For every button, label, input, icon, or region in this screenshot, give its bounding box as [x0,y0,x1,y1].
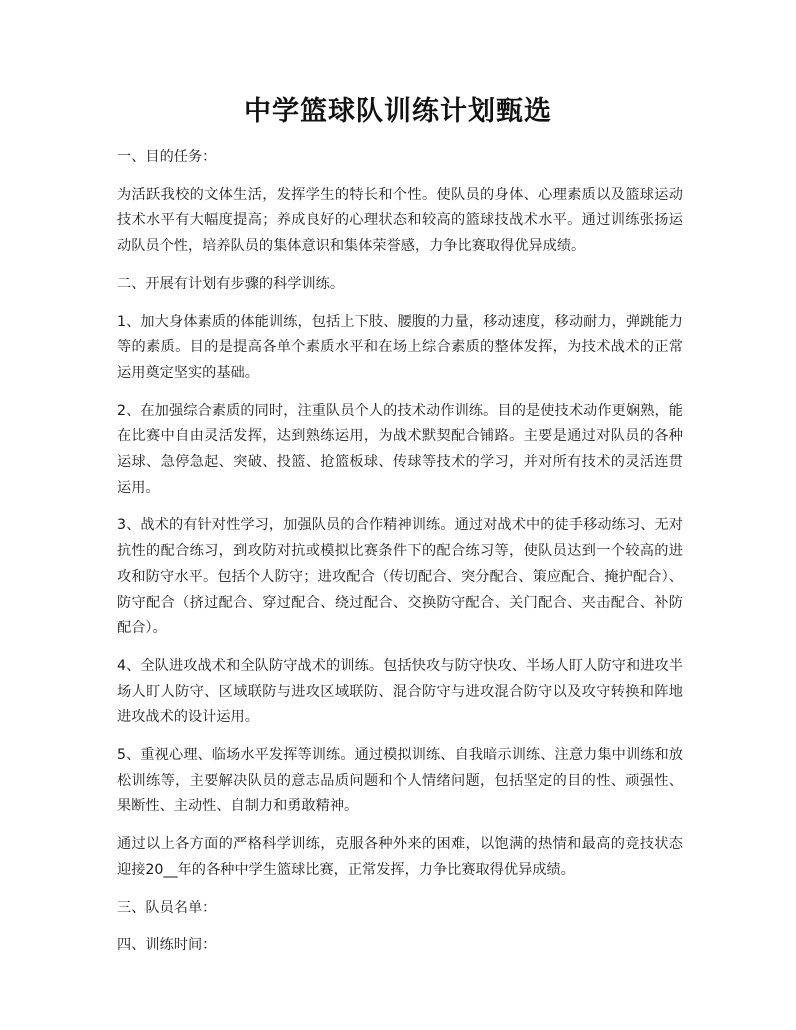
paragraph-item-4: 4、全队进攻战术和全队防守战术的训练。包括快攻与防守快攻、半场人盯人防守和进攻半场人盯人防守、区域联防与进攻区域联防、混合防守与进攻混合防守以及攻守转换和阵地进攻战术的设计运用。 [117,657,683,726]
section-heading-purpose: 一、目的任务： [117,149,217,165]
paragraph-item-2: 2、在加强综合素质的同时，注重队员个人的技术动作训练。目的是使技术动作更娴熟，能在比赛中自由灵活发挥，达到熟练运用，为战术默契配合铺路。主要是通过对队员的各种运球、急停急起、突破、投篮、抢篮板球、传球等技术的学习，并对所有技术的灵活连贯运用。 [117,402,683,496]
document-title: 中学篮球队训练计划甄选 [244,96,552,127]
paragraph-item-5: 5、重视心理、临场水平发挥等训练。通过模拟训练、自我暗示训练、注意力集中训练和放松训练等，主要解决队员的意志品质问题和个人情绪问题，包括坚定的目的性、顽强性、果断性、主动性、自制力和勇敢精神。 [117,747,683,815]
paragraph-summary: 通过以上各方面的严格科学训练，克服各种外来的困难，以饱满的热情和最高的竞技状态迎接20__年的各种中学生篮球比赛，正常发挥，力争比赛取得优异成绩。 [117,836,683,878]
section-heading-schedule: 四、训练时间： [117,937,217,954]
paragraph-item-3: 3、战术的有针对性学习，加强队员的合作精神训练。通过对战术中的徒手移动练习、无对抗性的配合练习，到攻防对抗或模拟比赛条件下的配合练习等，使队员达到一个较高的进攻和防守水平。包括个人防守；进攻配合（传切配合、突分配合、策应配合、掩护配合）、防守配合（挤过配合、穿过配合、绕过配合、交换防守配合、关门配合、夹击配合、补防配合）。 [117,517,683,637]
section-heading-training: 二、开展有计划有步骤的科学训练。 [117,275,345,292]
document-body [117,145,683,971]
paragraph-purpose: 为活跃我校的文体生活，发挥学生的特长和个性。使队员的身体、心理素质以及篮球运动技术水平有大幅度提高；养成良好的心理状态和较高的篮球技战术水平。通过训练张扬运动队员个性，培养队员的集体意识和集体荣誉感，力争比赛取得优异成绩。 [117,186,683,255]
paragraph-item-1: 1、加大身体素质的体能训练，包括上下肢、腰腹的力量，移动速度，移动耐力，弹跳能力等的素质。目的是提高各单个素质水平和在场上综合素质的整体发挥，为技术战术的正常运用奠定坚实的基础。 [117,313,683,381]
section-heading-roster: 三、队员名单： [117,899,217,916]
